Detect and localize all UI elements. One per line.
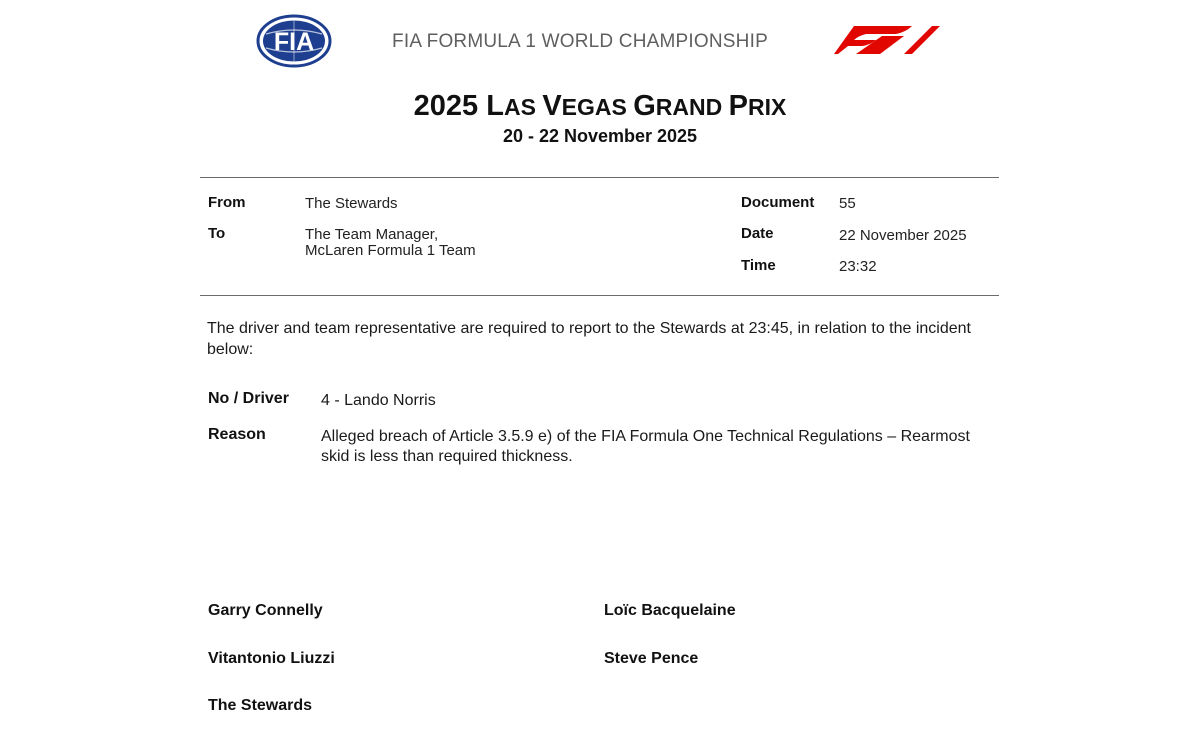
reason-value: Alleged breach of Article 3.5.9 e) of the FIA Formula One Technical Regulations – Rearmost skid is less than required thickness. (321, 428, 970, 465)
event-title: 2025 LAS VEGAS GRAND PRIX (413, 90, 787, 122)
steward-name-2: Loïc Bacquelaine (604, 602, 736, 619)
event-year: 2025 (413, 90, 479, 122)
from-value: The Stewards (305, 195, 398, 212)
intro-paragraph: The driver and team representative are required to report to the Stewards at 23:45, in relation to the incident below: (207, 320, 971, 358)
to-value-line-2: McLaren Formula 1 Team (305, 242, 476, 259)
steward-name-1: Garry Connelly (208, 602, 323, 619)
document-value: 55 (839, 195, 856, 212)
time-label: Time (741, 257, 776, 274)
steward-name-4: Steve Pence (604, 650, 699, 667)
fia-logo-text: FIA (273, 28, 315, 56)
stewards-footer: The Stewards (208, 697, 313, 714)
championship-title: FIA FORMULA 1 WORLD CHAMPIONSHIP (392, 31, 768, 52)
reason-label: Reason (208, 426, 266, 443)
to-label: To (208, 225, 226, 242)
divider-bottom (200, 295, 999, 296)
document-label: Document (741, 194, 815, 211)
date-value: 22 November 2025 (839, 227, 967, 244)
event-dates: 20 - 22 November 2025 (502, 126, 698, 146)
from-label: From (208, 194, 246, 211)
time-value: 23:32 (839, 258, 877, 275)
divider-top (200, 177, 999, 178)
steward-name-3: Vitantonio Liuzzi (208, 650, 335, 667)
driver-value: 4 - Lando Norris (321, 392, 436, 409)
date-label: Date (741, 225, 774, 242)
f1-logo (832, 22, 942, 58)
fia-logo (256, 14, 332, 68)
driver-label: No / Driver (208, 390, 289, 407)
to-value-line-1: The Team Manager, (305, 226, 439, 243)
